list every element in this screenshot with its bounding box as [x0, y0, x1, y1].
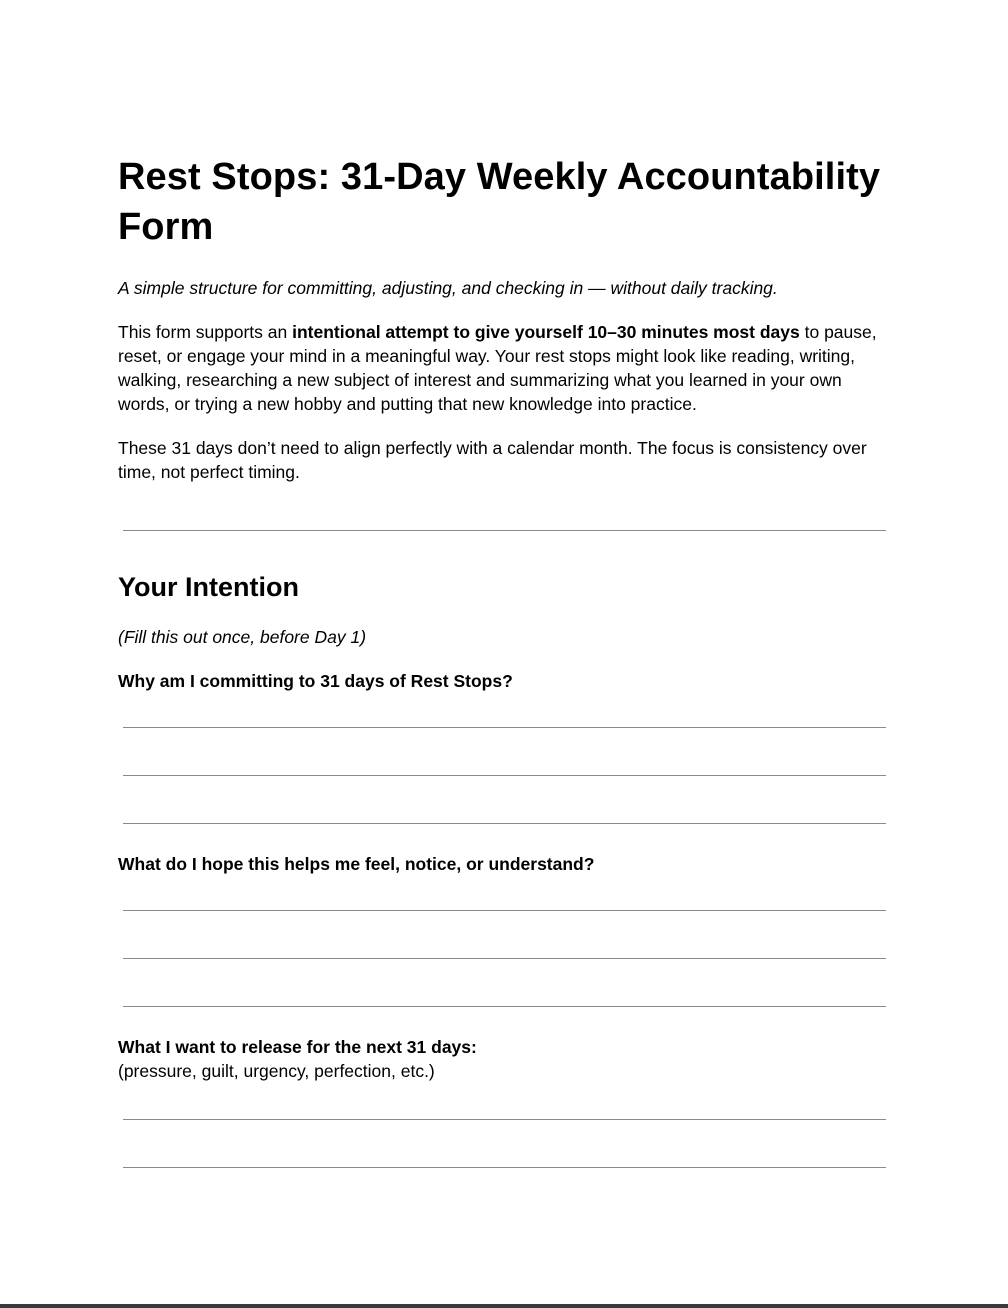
answer-line[interactable] — [123, 823, 886, 824]
answer-line[interactable] — [123, 1006, 886, 1007]
document-content — [118, 152, 888, 1168]
intro-lead: This form supports an — [118, 322, 293, 342]
answer-line[interactable] — [123, 1119, 886, 1120]
intro-rest: to pause, reset, or engage your mind in a meaningful way. Your rest stops might look like reading, writing, walking, researching a new subject of interest and summarizing what you learned in your own words, or trying a new hobby and putting that new knowledge into practice. — [118, 322, 877, 414]
answer-line[interactable] — [123, 775, 886, 776]
question-why-committing: Why am I committing to 31 days of Rest Stops? — [118, 671, 513, 691]
question-hope-helps: What do I hope this helps me feel, notice, or understand? — [118, 854, 595, 874]
answer-line[interactable] — [123, 910, 886, 911]
intro-emphasis: intentional attempt to give yourself 10–30 minutes most days — [292, 322, 800, 342]
page-bottom-edge — [0, 1304, 1008, 1308]
subtitle: A simple structure for committing, adjusting, and checking in — without daily tracking. — [118, 278, 778, 298]
answer-line[interactable] — [123, 958, 886, 959]
answer-line[interactable] — [123, 1167, 886, 1168]
page-title: Rest Stops: 31-Day Weekly Accountability Form — [118, 156, 881, 248]
intro-paragraph — [118, 320, 888, 416]
question-release: What I want to release for the next 31 days: — [118, 1037, 477, 1057]
section-heading-intention: Your Intention — [118, 572, 299, 602]
question-release-hint: (pressure, guilt, urgency, perfection, etc.) — [118, 1061, 435, 1081]
section-divider — [123, 530, 886, 531]
section-instruction: (Fill this out once, before Day 1) — [118, 627, 367, 647]
timing-note: These 31 days don’t need to align perfectly with a calendar month. The focus is consistency over time, not perfect timing. — [118, 438, 867, 482]
answer-line[interactable] — [123, 727, 886, 728]
